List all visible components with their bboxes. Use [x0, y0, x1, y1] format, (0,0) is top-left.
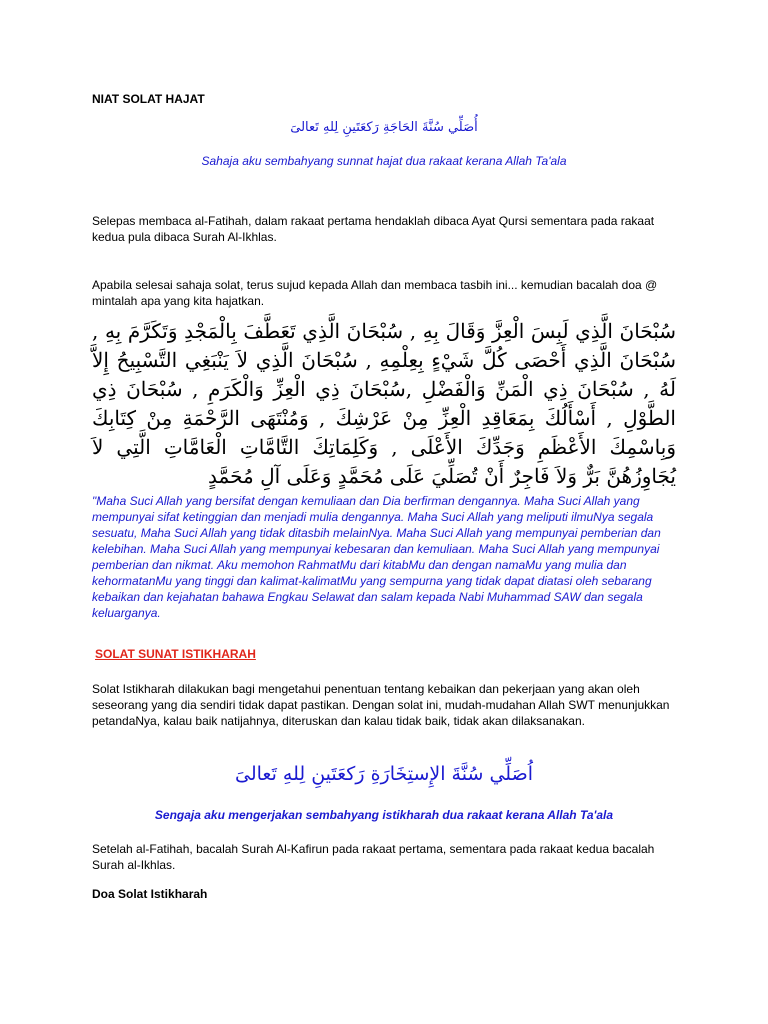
hajat-niat-translation: Sahaja aku sembahyang sunnat hajat dua rakaat kerana Allah Ta'ala — [201, 154, 567, 168]
hajat-paragraph-2: Apabila selesai sahaja solat, terus sujud kepada Allah dan membaca tasbih ini... kemudian bacalah doa @ mintalah apa yang kita hajatkan. — [92, 278, 658, 308]
istikharah-section-title: SOLAT SUNAT ISTIKHARAH — [95, 647, 256, 661]
hajat-title: NIAT SOLAT HAJAT — [92, 92, 205, 106]
istikharah-paragraph-2: Setelah al-Fatihah, bacalah Surah Al-Kafirun pada rakaat pertama, sementara pada rakaat kedua bacalah Surah al-Ikhlas. — [92, 842, 655, 872]
hajat-tasbih-translation: "Maha Suci Allah yang bersifat dengan kemuliaan dan Dia berfirman dengannya. Maha Suci Allah yang mempunyai sifat ketinggian dan menjadi mulia dengannya. Maha Suci Allah yang meliputi ilmuNya segala sesuatu, Maha Suci Allah yang tidak ditasbih melainNya. Maha Suci Allah yang mempunyai pemberian dan kelebihan. Maha Suci Allah yang mempunyai kebesaran dan kemuliaan. Maha Suci Allah yang mempunyai pemberian dan nikmat. Aku memohon RahmatMu dari kitabMu dan dengan namaMu yang mulia dan kehormatanMu yang tinggi dan kalimat-kalimatMu yang sempurna yang tidak dapat diatasi oleh sebarang kebaikan dan kejahatan bahawa Engkau Selawat dan salam kepada Nabi Muhammad SAW dan segala keluarganya. — [92, 494, 661, 620]
istikharah-paragraph-1: Solat Istikharah dilakukan bagi mengetahui penentuan tentang kebaikan dan pekerjaan yang akan oleh seseorang yang dia sendiri tidak dapat pastikan. Dengan solat ini, mudah-mudahan Allah SWT menunjukkan petandaNya, kalau baik natijahnya, diteruskan dan kalau tidak baik, tidak akan dilaksanakan. — [92, 682, 670, 728]
istikharah-niat-translation: Sengaja aku mengerjakan sembahyang istikharah dua rakaat kerana Allah Ta'ala — [154, 808, 614, 822]
hajat-arabic-tasbih: سُبْحَانَ الَّذِي لَبِسَ الْعِزَّ وَقَالَ بِهِ , سُبْحَانَ الَّذِي تَعَطَّفَ بِالْمَجْدِ وَتَكَرَّمَ بِهِ , سُبْحَانَ الَّذِي أَحْصَى كُلَّ شَيْءٍ بِعِلْمِهِ , سُبْحَانَ الَّذِي لاَ يَنْبَغِي التَّسْبِيحُ إِلاَّ لَهُ , سُبْحَانَ ذِي الْمَنِّ وَالْفَضْلِ ,سُبْحَانَ ذِي الْعِزِّ وَالْكَرَمِ , سُبْحَانَ ذِي الطَّوْلِ , أَسْأَلُكَ بِمَعَاقِدِ الْعِزِّ مِنْ عَرْشِكَ , وَمُنْتَهَى الرَّحْمَةِ مِنْ كِتَابِكَ وَبِاسْمِكَ الأَعْظَمِ وَجَدِّكَ الأَعْلَى , وَكَلِمَاتِكَ التَّامَّاتِ الْعَامَّاتِ الَّتِي لاَ يُجَاوِزُهُنَّ بَرٌّ وَلاَ فَاجِرٌ أَنْ تُصَلِّيَ عَلَى مُحَمَّدٍ وَعَلَى آلِ مُحَمَّدٍ — [92, 319, 676, 488]
hajat-paragraph-1: Selepas membaca al-Fatihah, dalam rakaat pertama hendaklah dibaca Ayat Qursi sementara pada rakaat kedua pula dibaca Surah Al-Ikhlas. — [92, 214, 655, 244]
hajat-arabic-niat: أُصَلِّي سُنَّةَ الحَاجَةِ رَكعَتَينِ لِلهِ تَعالىَ — [290, 120, 478, 135]
istikharah-arabic-niat: اُصَلِّي سُنَّةَ الإِستِخَارَةِ رَكعَتَينِ لِلهِ تَعالىَ — [235, 763, 533, 785]
istikharah-doa-title: Doa Solat Istikharah — [92, 887, 208, 901]
